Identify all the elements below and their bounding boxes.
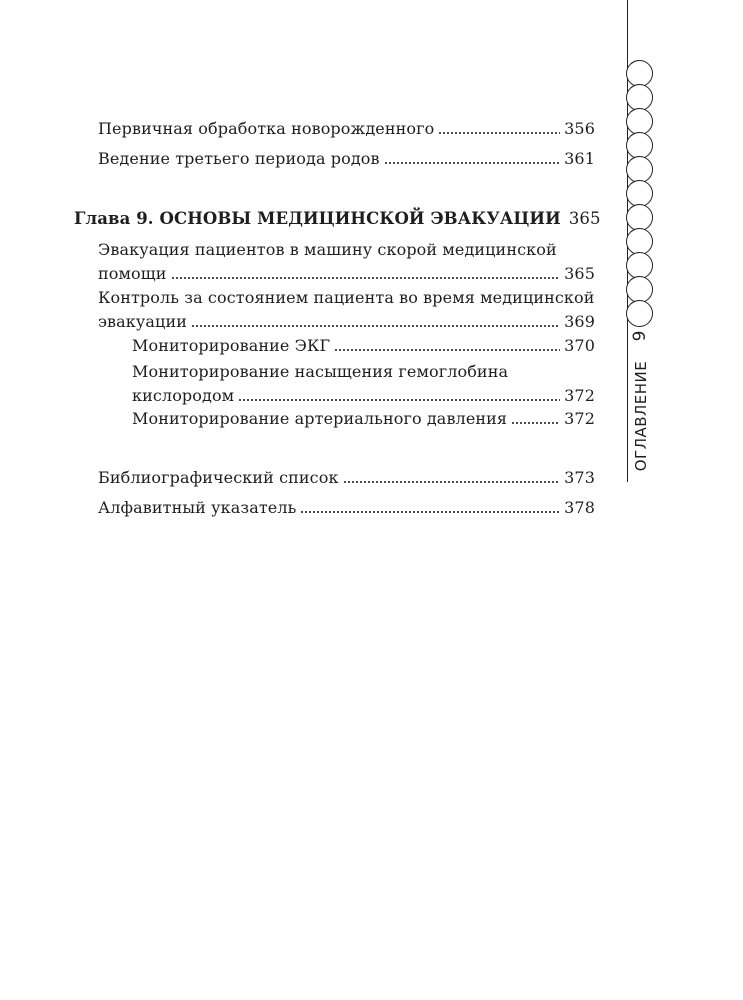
toc-entry-third-stage-labor[interactable] [98, 147, 595, 171]
toc-entry-title-line1: Контроль за состоянием пациента во время медицинской [98, 288, 595, 307]
toc-entry-page: 361 [564, 149, 595, 168]
dot-leader [191, 312, 560, 328]
toc-entry-oxygen-saturation[interactable] [132, 360, 595, 408]
dot-leader [238, 386, 560, 402]
dot-leader [511, 409, 560, 425]
toc-entry-title: Мониторирование ЭКГ [132, 336, 331, 355]
toc-entry-page: 378 [564, 498, 595, 517]
toc-entry-title-line2: кислородом [132, 386, 235, 405]
toc-entry-page: 370 [564, 336, 595, 355]
dot-leader [343, 468, 561, 484]
chapter-circle [626, 276, 653, 303]
toc-entry-ecg-monitoring[interactable] [132, 334, 595, 358]
chapter-circle [626, 228, 653, 255]
toc-entry-page: 365 [564, 264, 595, 283]
toc-entry-page: 356 [564, 119, 595, 138]
toc-entry-patient-monitoring[interactable] [98, 286, 595, 334]
toc-entry-index[interactable] [98, 496, 595, 520]
dot-leader [300, 498, 560, 514]
toc-entry-page: 365 [568, 209, 601, 228]
toc-entry-title-line2: помощи [98, 264, 167, 283]
chapter-circle [626, 204, 653, 231]
toc-entry-bibliography[interactable] [98, 466, 595, 490]
toc-entry-page: 369 [564, 312, 595, 331]
chapter-circle [626, 132, 653, 159]
chapter-circle [626, 60, 653, 87]
toc-entry-evacuation-to-ambulance[interactable] [98, 238, 595, 286]
toc-entry-page: 372 [564, 386, 595, 405]
chapter-circle [626, 156, 653, 183]
toc-entry-newborn-care[interactable] [98, 117, 595, 141]
dot-leader [171, 264, 561, 280]
toc-entry-title: Мониторирование артериального давления [132, 409, 508, 428]
chapter-circle [626, 180, 653, 207]
toc-entry-title: Библиографический список [98, 468, 339, 487]
toc-entry-title-line1: Мониторирование насыщения гемоглобина [132, 362, 509, 381]
toc-chapter-9[interactable] [74, 207, 601, 231]
toc-entry-title-line1: Эвакуация пациентов в машину скорой медицинской [98, 240, 557, 259]
chapter-circle [626, 300, 653, 327]
chapter-circle [626, 84, 653, 111]
chapter-circle [626, 108, 653, 135]
dot-leader [334, 336, 560, 352]
chapter-circle [626, 252, 653, 279]
toc-entry-title: Первичная обработка новорожденного [98, 119, 435, 138]
dot-leader [384, 149, 561, 165]
toc-entry-title: Алфавитный указатель [98, 498, 297, 517]
toc-chapter-title: Глава 9. ОСНОВЫ МЕДИЦИНСКОЙ ЭВАКУАЦИИ [74, 209, 561, 228]
toc-entry-page: 373 [564, 468, 595, 487]
toc-entry-blood-pressure[interactable] [132, 407, 595, 431]
page-number: 9 [630, 330, 650, 342]
toc-entry-title: Ведение третьего периода родов [98, 149, 380, 168]
dot-leader [438, 119, 560, 135]
toc-entry-page: 372 [564, 409, 595, 428]
toc-entry-title-line2: эвакуации [98, 312, 187, 331]
section-label: ОГЛАВЛЕНИЕ [632, 360, 650, 472]
